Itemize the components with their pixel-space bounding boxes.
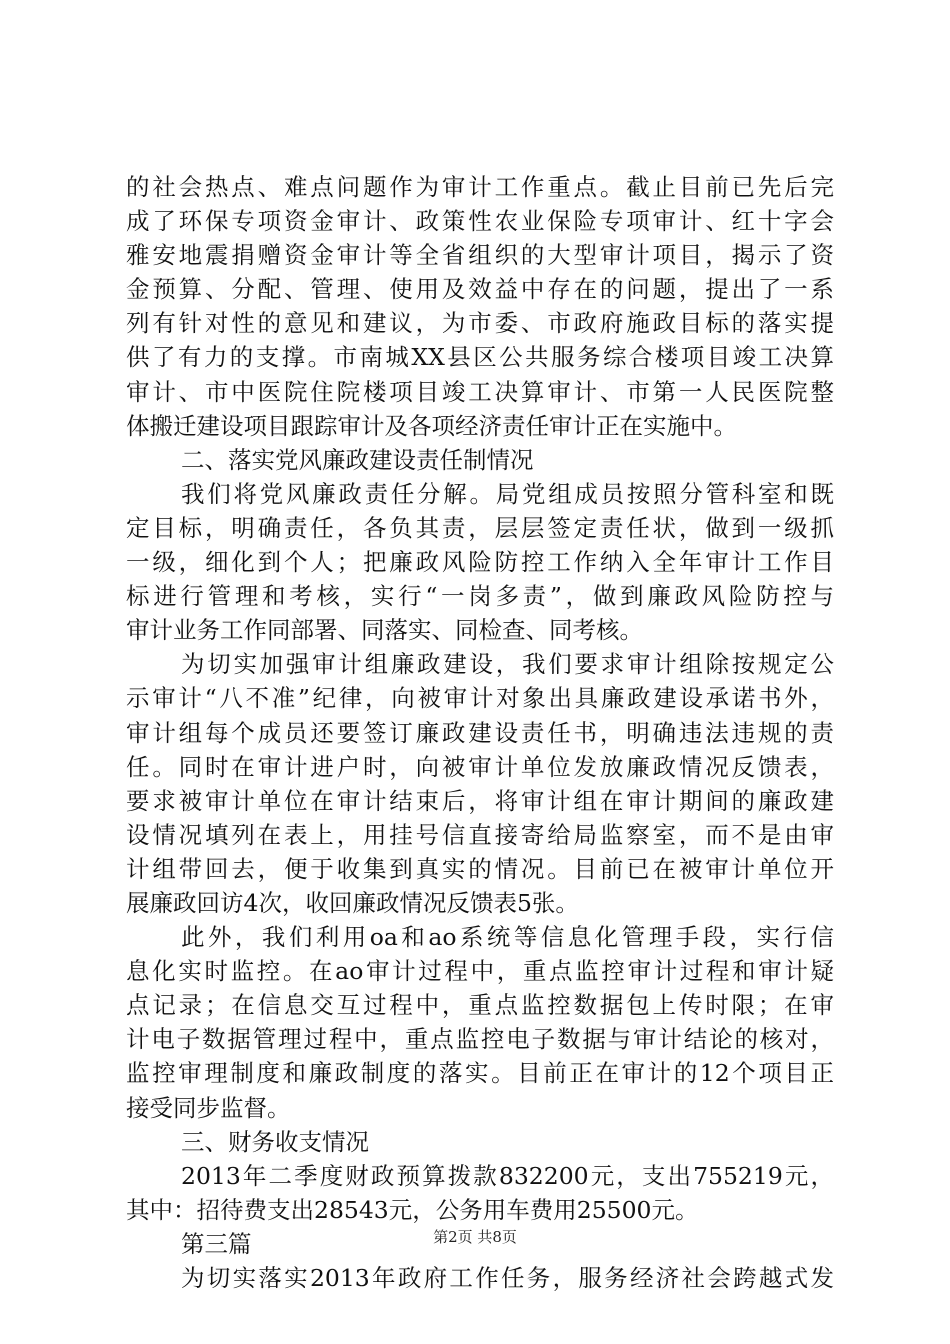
text-line: 为切实加强审计组廉政建设，我们要求审计组除按规定公 (181, 650, 834, 679)
text-line: 点记录；在信息交互过程中，重点监控数据包上传时限；在审 (126, 991, 834, 1020)
text-line: 列有针对性的意见和建议，为市委、市政府施政目标的落实提 (126, 309, 834, 338)
document-body (126, 170, 834, 1295)
text-line: 息化实时监控。在ao审计过程中，重点监控审计过程和审计疑 (126, 957, 834, 986)
text-line: 示审计“八不准”纪律，向被审计对象出具廉政建设承诺书外， (126, 684, 834, 713)
text-line: 标进行管理和考核，实行“一岗多责”，做到廉政风险防控与 (126, 582, 834, 611)
text-line: 定目标，明确责任，各负其责，层层签定责任状，做到一级抓 (126, 513, 834, 542)
text-line: 供了有力的支撑。市南城XX县区公共服务综合楼项目竣工决算 (126, 343, 834, 372)
text-line: 此外，我们利用oa和ao系统等信息化管理手段，实行信 (181, 923, 834, 952)
text-line: 体搬迁建设项目跟踪审计及各项经济责任审计正在实施中。 (126, 411, 737, 440)
text-line: 展廉政回访4次，收回廉政情况反馈表5张。 (126, 888, 579, 917)
text-line: 成了环保专项资金审计、政策性农业保险专项审计、红十字会 (126, 207, 834, 236)
text-line: 监控审理制度和廉政制度的落实。目前正在审计的12个项目正 (126, 1059, 834, 1088)
text-line: 审计组每个成员还要签订廉政建设责任书，明确违法违规的责 (126, 718, 834, 747)
text-line: 的社会热点、难点问题作为审计工作重点。截止目前已先后完 (126, 173, 834, 201)
text-line: 其中：招待费支出28543元，公务用车费用25500元。 (126, 1195, 699, 1224)
text-line: 接受同步监督。 (126, 1093, 291, 1122)
text-line: 计组带回去，便于收集到真实的情况。目前已在被审计单位开 (126, 854, 834, 883)
text-line: 任。同时在审计进户时，向被审计单位发放廉政情况反馈表， (126, 752, 834, 781)
text-line: 一级，细化到个人；把廉政风险防控工作纳入全年审计工作目 (126, 548, 834, 577)
text-line: 审计业务工作同部署、同落实、同检查、同考核。 (126, 616, 643, 645)
text-line: 为切实落实2013年政府工作任务，服务经济社会跨越式发 (181, 1264, 834, 1292)
text-line: 金预算、分配、管理、使用及效益中存在的问题，提出了一系 (126, 275, 834, 304)
text-line: 雅安地震捐赠资金审计等全省组织的大型审计项目，揭示了资 (126, 241, 834, 270)
text-line: 2013年二季度财政预算拨款832200元，支出755219元， (181, 1161, 834, 1190)
page-footer: 第2页 共8页 (433, 1228, 517, 1246)
text-line: 审计、市中医院住院楼项目竣工决算审计、市第一人民医院整 (126, 377, 834, 406)
text-line: 第三篇 (181, 1229, 252, 1258)
text-line: 要求被审计单位在审计结束后，将审计组在审计期间的廉政建 (126, 786, 834, 815)
text-line: 二、落实党风廉政建设责任制情况 (181, 445, 534, 474)
text-line: 三、财务收支情况 (181, 1127, 369, 1156)
text-line: 计电子数据管理过程中，重点监控电子数据与审计结论的核对， (126, 1025, 834, 1054)
text-line: 我们将党风廉政责任分解。局党组成员按照分管科室和既 (181, 479, 834, 508)
text-line: 设情况填列在表上，用挂号信直接寄给局监察室，而不是由审 (126, 820, 834, 849)
